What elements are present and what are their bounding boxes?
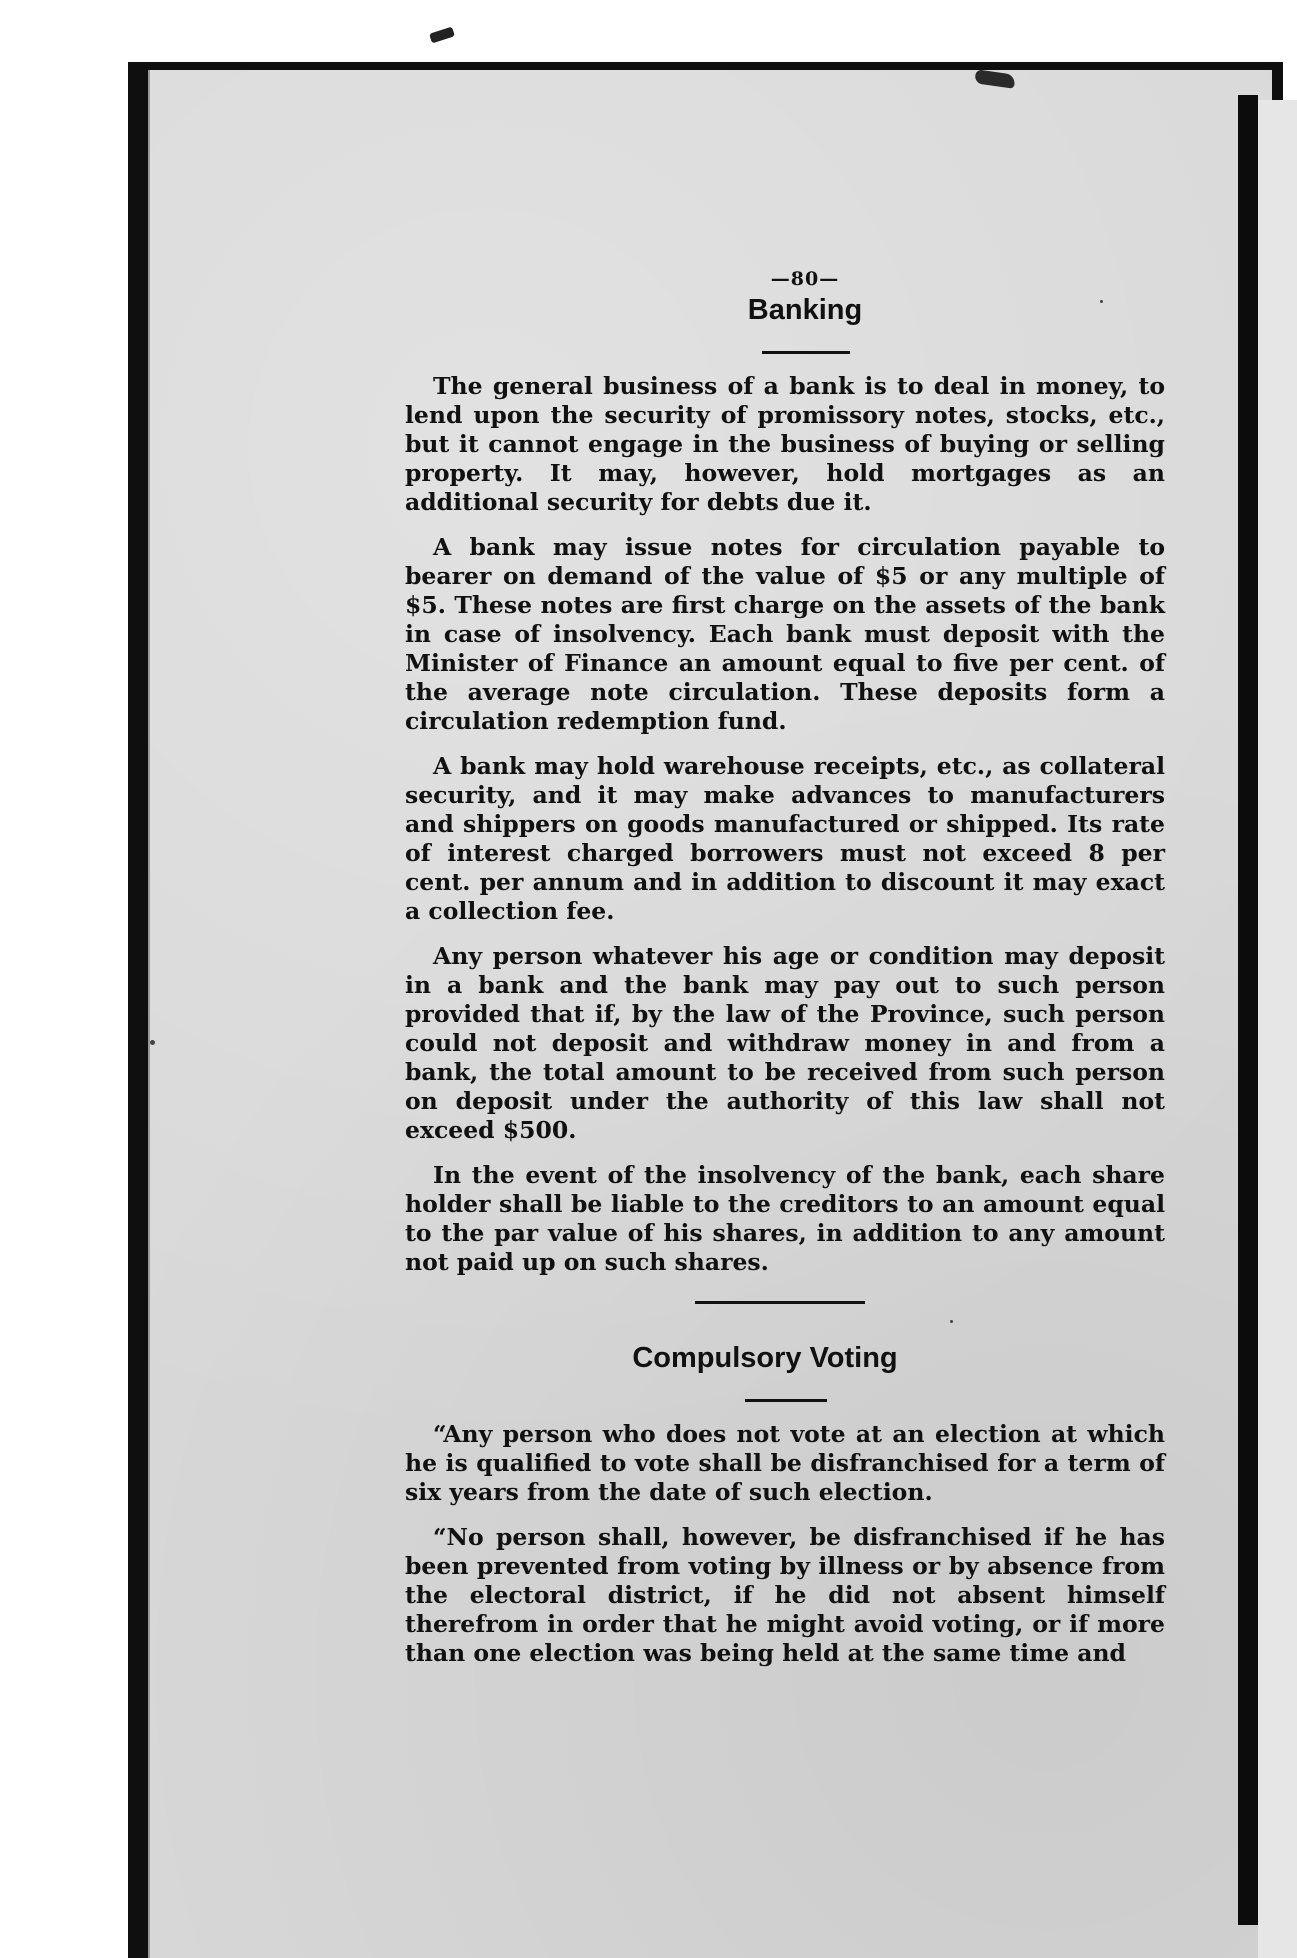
paragraph: “No person shall, however, be disfranchised if he has been prevented from voting by illness or by absence from the electoral district, if he did not absent himself therefrom in order that he might avoid voting, or if more than one election was being held at the same time and: [405, 1523, 1165, 1667]
page-number: —80—: [770, 268, 840, 290]
dust-mark: [429, 27, 455, 44]
paragraph: The general business of a bank is to deal in money, to lend upon the security of promissory notes, stocks, etc., but it cannot engage in the business of buying or selling property. It may, however, hold mortgages as an additional security for debts due it.: [405, 372, 1165, 516]
section-divider: [695, 1301, 865, 1304]
paragraph: In the event of the insolvency of the bank, each share holder shall be liable to the creditors to an amount equal to the par value of his shares, in addition to any amount not paid up on such shares.: [405, 1161, 1165, 1276]
paragraph: A bank may hold warehouse receipts, etc., as collateral security, and it may make advances to manufacturers and shippers on goods manufactured or shipped. Its rate of interest charged borrowers must not exceed 8 per cent. per annum and in addition to discount it may exact a collection fee.: [405, 752, 1165, 925]
heading-rule: [762, 351, 850, 354]
page-content: [405, 268, 1165, 1684]
next-page-margin: [1258, 100, 1297, 1958]
paragraph: A bank may issue notes for circulation payable to bearer on demand of the value of $5 or any multiple of $5. These notes are first charge on the assets of the bank in case of insolvency. Each bank must deposit with the Minister of Finance an amount equal to five per cent. of the average note circulation. These deposits form a circulation redemption fund.: [405, 533, 1165, 735]
paragraph: “Any person who does not vote at an election at which he is qualified to vote shall be disfranchised for a term of six years from the date of such election.: [405, 1420, 1165, 1506]
paragraph: Any person whatever his age or condition may deposit in a bank and the bank may pay out to such person provided that if, by the law of the Province, such person could not deposit and withdraw money in and from a bank, the total amount to be received from such person on deposit under the authority of this law shall not exceed $500.: [405, 942, 1165, 1144]
banking-section: [405, 294, 1165, 1277]
section-title-compulsory-voting: Compulsory Voting: [632, 1342, 898, 1374]
compulsory-voting-section: [405, 1342, 1165, 1668]
heading-rule: [745, 1399, 827, 1402]
section-title-banking: Banking: [747, 294, 863, 326]
binding-edge: [1238, 95, 1258, 1925]
dust-speck: [150, 1040, 155, 1045]
